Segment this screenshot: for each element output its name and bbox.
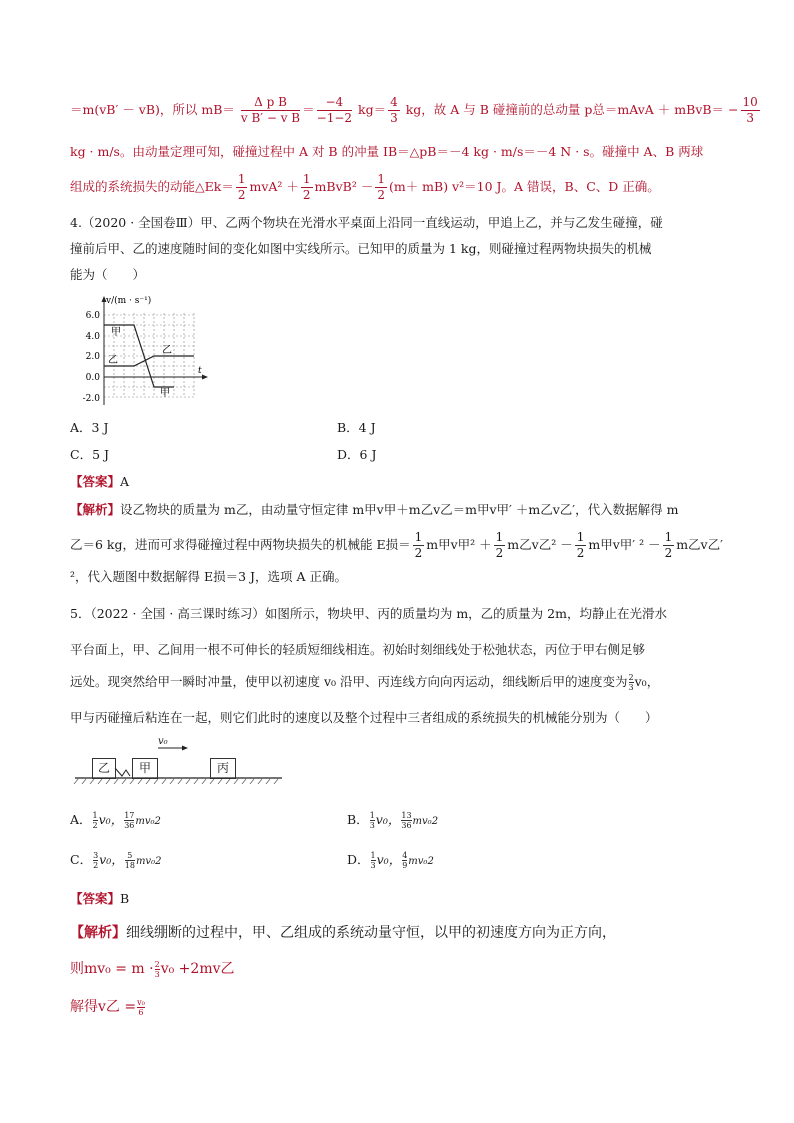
analysis-text: 细线绷断的过程中，甲、乙组成的系统动量守恒，以甲的初速度方向为正方向， — [126, 925, 616, 941]
option-text: v₀， — [99, 852, 124, 867]
q5-stem-line2: 平台面上，甲、乙间用一根不可伸长的轻质短细线相连。初始时刻细线处于松弛状态，丙位于甲右侧足够 — [70, 642, 646, 657]
answer-tag: 【答案】 — [70, 891, 121, 906]
sol3-text: ＝m — [70, 102, 95, 117]
option-letter: A． — [70, 812, 92, 827]
q4-answer — [70, 472, 129, 490]
option-text: v₀， — [375, 812, 401, 827]
q5-option-a[interactable] — [70, 810, 161, 830]
analysis-text: m乙v乙′ — [676, 537, 723, 552]
q5-stem-line3 — [70, 672, 659, 692]
q4-stem-line1: 4.（2020 · 全国卷Ⅲ）甲、乙两个物块在光滑水平桌面上沿同一直线运动，甲追上乙，并与乙发生碰撞，碰 — [70, 215, 663, 230]
stem-text: v₀， — [634, 674, 660, 689]
q5-figure — [70, 736, 285, 786]
fraction: $\frac{1}{2}$ — [576, 530, 585, 560]
fraction: $\frac{-4}{-1-2}$ — [316, 95, 353, 125]
fraction: $\frac{1}{2}$ — [495, 530, 504, 560]
fraction: $\frac{1}{2}$ — [92, 811, 98, 830]
analysis-tag: 【解析】 — [70, 925, 126, 941]
sol3-text: (m＋ mB) v²＝10 J。A 错误，B、C、D 正确。 — [388, 179, 660, 194]
q4-analysis-line1 — [70, 500, 678, 518]
q4-stem-line2: 撞前后甲、乙的速度随时间的变化如图中实线所示。已知甲的质量为 1 kg，则碰撞过程两物块损失的机械 — [70, 241, 652, 256]
sol3-text: kg＝ — [354, 102, 387, 117]
series-label-jia: 甲 — [111, 327, 121, 338]
q5-option-b[interactable] — [347, 810, 438, 830]
series-label-yi: 乙 — [108, 355, 118, 366]
fraction: $\frac{4}{3}$ — [390, 95, 398, 125]
q4-analysis-line2 — [70, 530, 723, 561]
q4-option-b[interactable]: B．4 J — [337, 420, 376, 435]
sol3-text: (vB′ － vB)，所以 mB＝ — [94, 102, 235, 117]
answer-value: B — [120, 891, 130, 906]
q4-option-c[interactable]: C．5 J — [70, 447, 110, 462]
series-label-yi: 乙 — [162, 345, 172, 356]
fraction: $\frac{1}{2}$ — [664, 530, 673, 560]
option-letter: B． — [347, 812, 369, 827]
fraction: $\frac{10}{3}$ — [742, 95, 758, 125]
x-axis-arrow — [202, 375, 208, 380]
option-text: v₀， — [376, 852, 402, 867]
block-bing: 丙 — [210, 758, 236, 779]
block-yi: 乙 — [92, 758, 116, 779]
sol3-line3 — [70, 172, 660, 203]
q5-analysis-line1 — [70, 922, 616, 942]
analysis-text: v₀ +2mv乙 — [160, 961, 235, 977]
option-text: mv₀2 — [408, 856, 434, 867]
x-axis-label: t — [198, 366, 202, 376]
option-text: mv₀2 — [135, 856, 162, 867]
q5-analysis-line2 — [70, 958, 235, 979]
q5-stem-line1: 5．（2022 · 全国 · 高三课时练习）如图所示，物块甲、丙的质量均为 m，乙的质量为 2m，均静止在光滑水 — [70, 606, 667, 621]
sol3-text: ＝ — [302, 102, 315, 117]
q5-stem-line4: 甲与丙碰撞后粘连在一起，则它们此时的速度以及整个过程中三者组成的系统损失的机械能分别为（ ） — [70, 710, 658, 725]
analysis-text: 解得v乙 = — [70, 999, 137, 1015]
analysis-text: m甲v甲′ ² － — [588, 537, 661, 552]
sol3-line1 — [70, 95, 762, 126]
fraction: $\frac{4}{9}$ — [402, 851, 408, 870]
fraction: $\frac{\text{Δ p B}}{\text{v B′ − v B}}$ — [240, 95, 301, 125]
analysis-text: m乙v乙² － — [507, 537, 573, 552]
fraction: $\frac{5}{18}$ — [124, 851, 135, 870]
answer-tag: 【答案】 — [70, 474, 121, 489]
fraction: $\frac{1}{2}$ — [414, 530, 423, 560]
fraction: $\frac{13}{36}$ — [401, 811, 412, 830]
slack-string — [115, 768, 130, 776]
fraction: $\frac{17}{36}$ — [124, 811, 135, 830]
option-letter: C． — [70, 852, 93, 867]
fraction: $\frac{3}{2}$ — [93, 851, 99, 870]
y-tick-label: 4.0 — [85, 332, 100, 342]
y-tick-label: 2.0 — [85, 352, 100, 362]
sol3-text: mBvB² － — [314, 179, 374, 194]
option-text: v₀， — [98, 812, 124, 827]
block-jia: 甲 — [132, 758, 158, 779]
q4-stem-line3: 能为（ ） — [70, 267, 146, 282]
answer-value: A — [120, 474, 130, 489]
fraction: $\frac{\text{v₀}}{6}$ — [137, 997, 145, 1017]
sol3-text: 组成的系统损失的动能△Ek＝ — [70, 179, 234, 194]
sol3-line2: kg · m/s。由动量定理可知，碰撞过程中 A 对 B 的冲量 IB＝△pB＝－4 kg · m/s＝－4 N · s。碰撞中 A、B 两球 — [70, 144, 704, 159]
q5-analysis-line3 — [70, 996, 146, 1017]
analysis-tag: 【解析】 — [70, 502, 121, 517]
y-axis-label: v/(m · s⁻¹) — [106, 296, 152, 306]
option-text: mv₀2 — [135, 816, 161, 827]
q5-option-d[interactable] — [347, 850, 434, 870]
series-label-jia: 甲 — [160, 388, 170, 399]
fraction: $\frac{2}{3}$ — [154, 959, 160, 979]
q4-option-d[interactable]: D．6 J — [337, 447, 377, 462]
fraction: $\frac{1}{2}$ — [377, 172, 385, 202]
fraction: $\frac{1}{2}$ — [237, 172, 246, 202]
q4-vt-graph — [70, 293, 210, 405]
option-text: mv₀2 — [412, 816, 439, 827]
sol3-text: kg，故 A 与 B 碰撞前的总动量 p总＝mAvA ＋ mBvB＝ − — [401, 102, 739, 117]
fraction: $\frac{1}{2}$ — [302, 172, 311, 202]
v0-label: v₀ — [158, 736, 168, 747]
q4-option-a[interactable]: A．3 J — [70, 420, 109, 435]
analysis-text: 乙＝6 kg，进而可求得碰撞过程中两物块损失的机械能 E损＝ — [70, 537, 411, 552]
analysis-text: m甲v甲² ＋ — [426, 537, 492, 552]
q5-answer — [70, 889, 129, 907]
option-letter: D． — [347, 852, 370, 867]
analysis-text: 设乙物块的质量为 m乙，由动量守恒定律 m甲v甲＋m乙v乙＝m甲v甲′ ＋m乙v乙′，代入数据解得 m — [120, 502, 679, 517]
stem-text: 远处。现突然给甲一瞬时冲量，使甲以初速度 v₀ 沿甲、丙连线方向向丙运动，细线断后甲的速度变为 — [70, 674, 628, 689]
sol3-text: mvA² ＋ — [249, 179, 299, 194]
q4-analysis-line3: ²，代入题图中数据解得 E损＝3 J，选项 A 正确。 — [70, 569, 348, 584]
fraction: $\frac{1}{3}$ — [370, 851, 376, 870]
y-tick-label: 0.0 — [85, 373, 100, 383]
fraction: $\frac{2}{3}$ — [628, 673, 634, 692]
y-tick-label: -2.0 — [82, 394, 100, 404]
q5-option-c[interactable] — [70, 850, 161, 870]
y-tick-label: 6.0 — [85, 311, 100, 321]
fraction: $\frac{1}{3}$ — [369, 811, 375, 830]
analysis-text: 则mv₀ = m · — [70, 961, 154, 977]
